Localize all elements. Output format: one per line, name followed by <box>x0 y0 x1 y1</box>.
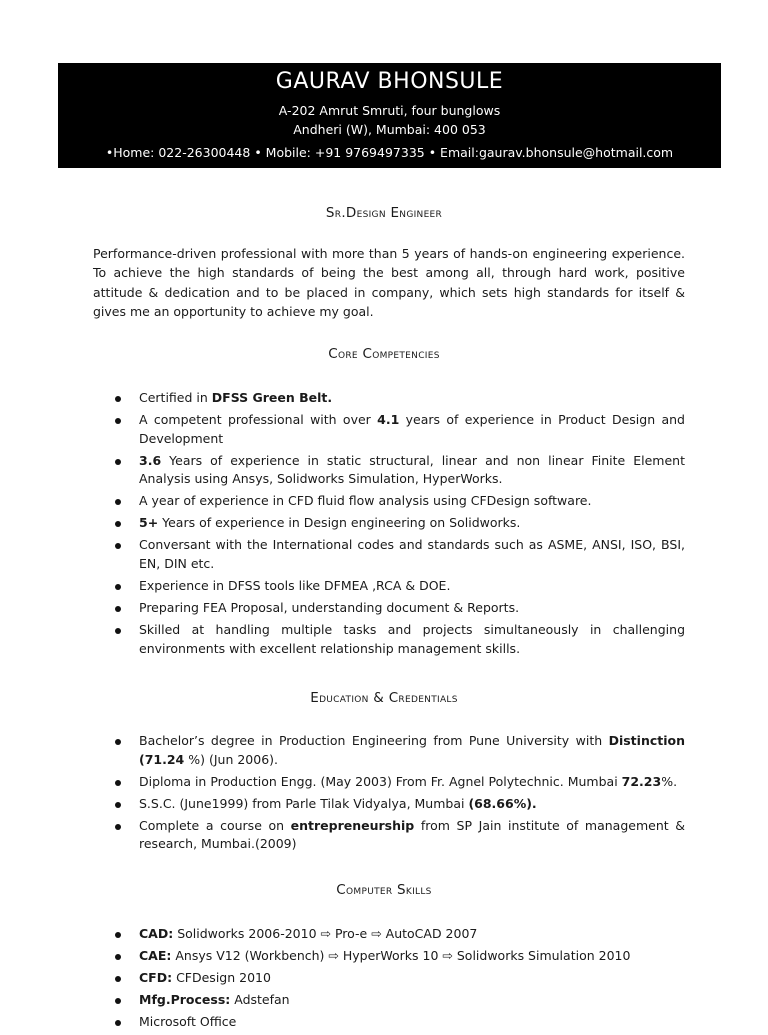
item-text: Ansys V12 (Workbench) ⇨ HyperWorks 10 ⇨ Solidworks Simulation 2010 <box>171 948 631 964</box>
item-emphasis: (68.66%). <box>468 795 537 811</box>
job-title: Sr.Design Engineer <box>325 205 443 221</box>
address-line-1: A-202 Amrut Smruti, four bunglows <box>278 103 501 118</box>
computer-skills-heading: Computer Skills <box>336 882 432 898</box>
bullet-icon <box>115 396 121 402</box>
item-text: from SP Jain institute of management & research, Mumbai.(2009) <box>139 817 685 852</box>
bullet-icon <box>115 998 121 1004</box>
bullet-icon <box>115 824 121 830</box>
list-item <box>93 389 685 408</box>
list-item <box>93 1013 685 1032</box>
item-emphasis: CAD: <box>139 926 174 941</box>
item-emphasis: Distinction (71.24 <box>139 733 685 767</box>
item-text: S.S.C. (June1999) from Parle Tilak Vidyalya, Mumbai <box>139 795 469 811</box>
item-text: Complete a course on <box>139 817 291 833</box>
bullet-icon <box>115 802 121 808</box>
item-text: Solidworks 2006-2010 ⇨ Pro-e ⇨ AutoCAD 2007 <box>173 926 478 941</box>
item-emphasis: 5+ <box>139 515 159 531</box>
item-emphasis: 3.6 <box>139 452 162 468</box>
bullet-icon <box>115 628 121 634</box>
item-text: %. <box>661 773 678 789</box>
item-text: %) (Jun 2006). <box>184 751 279 767</box>
bullet-icon <box>115 739 121 745</box>
list-item <box>93 817 685 854</box>
item-text: Conversant with the International codes and standards such as ASME, ANSI, ISO, BSI, EN, DIN etc. <box>139 537 685 571</box>
list-item <box>93 947 685 966</box>
item-text: Microsoft Office <box>139 1014 237 1030</box>
item-emphasis: 72.23 <box>621 773 662 789</box>
resume-header <box>58 63 721 168</box>
item-text: Skilled at handling multiple tasks and projects simultaneously in challenging environments with excellent relationship management skills. <box>139 622 685 656</box>
bullet-icon <box>115 976 121 982</box>
list-item <box>93 925 685 944</box>
item-emphasis: DFSS Green Belt. <box>211 390 333 405</box>
contact-line: •Home: 022-26300448 • Mobile: +91 9769497335 • Email:gaurav.bhonsule@hotmail.com <box>105 145 674 160</box>
core-competencies-heading: Core Competencies <box>328 346 440 362</box>
item-text: CFDesign 2010 <box>172 970 271 986</box>
candidate-name: GAURAV BHONSULE <box>275 69 504 94</box>
bullet-icon <box>115 584 121 590</box>
core-competencies-list <box>93 389 685 662</box>
item-text: A year of experience in CFD fluid flow analysis using CFDesign software. <box>139 493 592 509</box>
education-heading: Education & Credentials <box>310 690 458 706</box>
bullet-icon <box>115 499 121 505</box>
list-item <box>93 492 685 511</box>
list-item <box>93 536 685 573</box>
list-item <box>93 452 685 489</box>
item-text: Diploma in Production Engg. (May 2003) From Fr. Agnel Polytechnic. Mumbai <box>139 773 622 789</box>
item-text: Certified in <box>139 390 212 405</box>
list-item <box>93 514 685 533</box>
list-item <box>93 991 685 1010</box>
bullet-icon <box>115 932 121 938</box>
career-summary: Performance-driven professional with more than 5 years of hands-on engineering experience. To achieve the high standards of being the best among all, through hard work, positive attitude & dedication and to be placed in company, which sets high standards for itself & gives me an opportunity to achieve my goal. <box>93 246 685 319</box>
list-item <box>93 621 685 658</box>
bullet-icon <box>115 459 121 465</box>
item-emphasis: CFD: <box>139 970 173 986</box>
item-text: Years of experience in static structural, linear and non linear Finite Element Analysis using Ansys, Solidworks Simulation, HyperWorks. <box>139 452 685 487</box>
list-item <box>93 773 685 792</box>
bullet-icon <box>115 418 121 424</box>
item-text: Years of experience in Design engineering on Solidworks. <box>158 515 521 531</box>
item-emphasis: Mfg.Process: <box>139 992 231 1008</box>
bullet-icon <box>115 543 121 549</box>
list-item <box>93 732 685 769</box>
item-text: A competent professional with over <box>139 412 378 428</box>
list-item <box>93 577 685 596</box>
bullet-icon <box>115 954 121 960</box>
item-text: Experience in DFSS tools like DFMEA ,RCA & DOE. <box>139 578 451 594</box>
item-emphasis: 4.1 <box>377 412 400 428</box>
bullet-icon <box>115 521 121 527</box>
address-line-2: Andheri (W), Mumbai: 400 053 <box>293 122 486 137</box>
bullet-icon <box>115 1020 121 1026</box>
item-text: Bachelor’s degree in Production Engineering from Pune University with <box>139 733 609 748</box>
item-text: years of experience in Product Design and Development <box>139 412 685 446</box>
list-item <box>93 969 685 988</box>
computer-skills-list <box>93 925 685 1035</box>
list-item <box>93 795 685 814</box>
bullet-icon <box>115 606 121 612</box>
item-text: Adstefan <box>230 992 290 1008</box>
list-item <box>93 411 685 448</box>
item-emphasis: entrepreneurship <box>290 817 415 833</box>
education-list <box>93 732 685 857</box>
list-item <box>93 599 685 618</box>
item-emphasis: CAE: <box>139 948 172 964</box>
bullet-icon <box>115 780 121 786</box>
item-text: Preparing FEA Proposal, understanding document & Reports. <box>139 600 520 616</box>
